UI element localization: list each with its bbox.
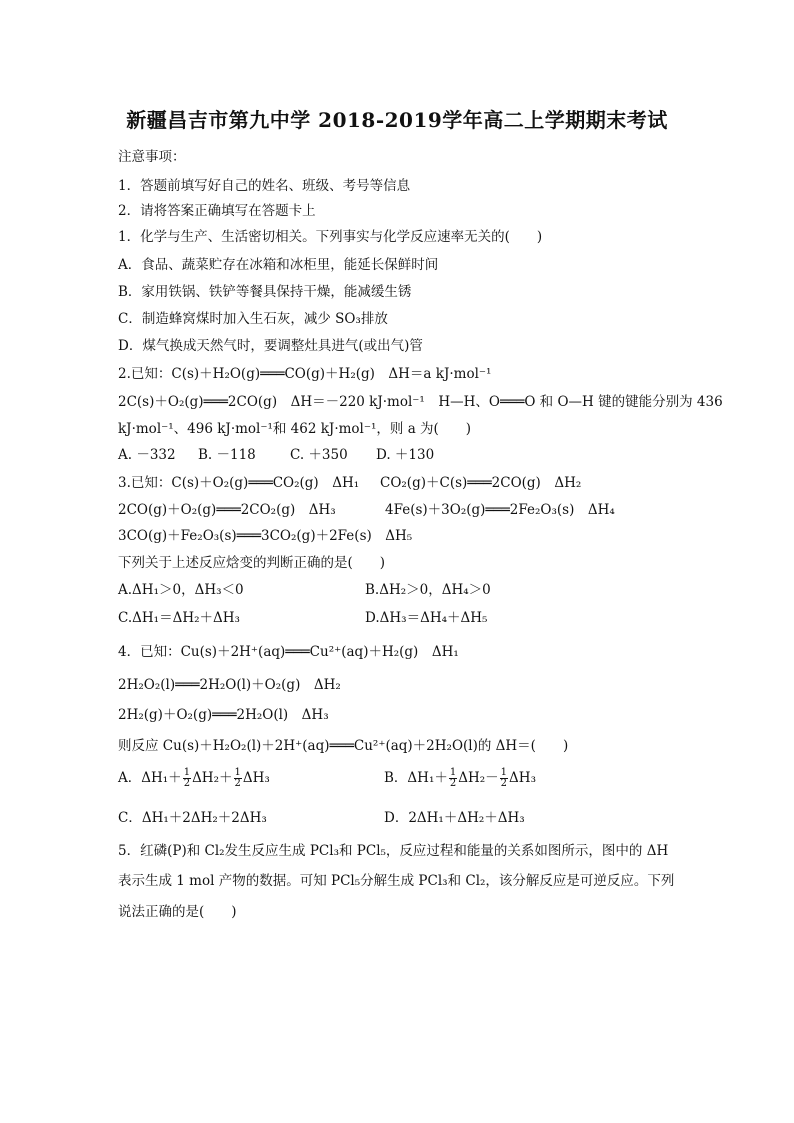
question-4-option-c: C．ΔH₁＋2ΔH₂＋2ΔH₃ [118,810,267,826]
question-3-option-b: B.ΔH₂＞0，ΔH₄＞0 [365,582,491,598]
notice-item: 1．答题前填写好自己的姓名、班级、考号等信息 [118,178,411,194]
question-3-stem: 下列关于上述反应焓变的判断正确的是( ) [118,555,386,571]
question-4-option-d: D．2ΔH₁＋ΔH₂＋ΔH₃ [384,810,525,826]
option-text: B．ΔH₁＋ [384,770,448,786]
question-3-equation: CO₂(g)＋C(s)═══2CO(g) ΔH₂ [380,475,582,491]
question-3-option-d: D.ΔH₃＝ΔH₄＋ΔH₅ [365,610,488,626]
question-2-option-b: B. －118 [198,447,256,463]
fraction-one-half: $\frac{1}{2}$ [183,767,191,789]
page-title: 新疆昌吉市第九中学 2018-2019学年高二上学期期末考试 [126,108,668,132]
option-text: ΔH₃ [242,770,270,786]
question-1-option-a: A．食品、蔬菜贮存在冰箱和冰柜里，能延长保鲜时间 [118,257,439,273]
question-5-line: 说法正确的是( ) [118,904,237,920]
question-4-equation: 2H₂(g)＋O₂(g)═══2H₂O(l) ΔH₃ [118,707,329,723]
fraction-one-half: $\frac{1}{2}$ [500,767,508,789]
question-2-line: 2C(s)＋O₂(g)═══2CO(g) ΔH＝－220 kJ·mol⁻¹ H—H、O═══O 和 O—H 键的键能分别为 436 [118,394,723,410]
question-1-stem: 1．化学与生产、生活密切相关。下列事实与化学反应速率无关的( ) [118,229,543,245]
notice-heading: 注意事项： [118,149,186,165]
question-4-option-a [118,768,270,789]
question-2-option-a: A. －332 [118,447,176,463]
question-2-line: kJ·mol⁻¹、496 kJ·mol⁻¹和 462 kJ·mol⁻¹，则 a 为( ) [118,421,472,437]
option-text: ΔH₃ [509,770,536,786]
question-4-stem: 则反应 Cu(s)＋H₂O₂(l)＋2H⁺(aq)═══Cu²⁺(aq)＋2H₂O(l)的 ΔH＝( ) [118,738,569,754]
question-3-equation: 4Fe(s)＋3O₂(g)═══2Fe₂O₃(s) ΔH₄ [385,502,615,518]
option-text: ΔH₂－ [458,770,499,786]
question-3-equation: 2CO(g)＋O₂(g)═══2CO₂(g) ΔH₃ [118,502,336,518]
question-3-option-a: A.ΔH₁＞0，ΔH₃＜0 [118,582,244,598]
question-1-option-d: D．煤气换成天然气时，要调整灶具进气(或出气)管 [118,338,423,354]
question-4-option-b [384,768,536,789]
notice-item: 2．请将答案正确填写在答题卡上 [118,203,316,219]
question-2-line: 2.已知：C(s)＋H₂O(g)═══CO(g)＋H₂(g) ΔH＝a kJ·mol⁻¹ [118,366,492,382]
option-text: ΔH₂＋ [192,770,233,786]
question-3-equation: 3CO(g)＋Fe₂O₃(s)═══3CO₂(g)＋2Fe(s) ΔH₅ [118,528,413,544]
question-5-line: 表示生成 1 mol 产物的数据。可知 PCl₅分解生成 PCl₃和 Cl₂，该分解反应是可逆反应。下列 [118,873,675,889]
option-text: A．ΔH₁＋ [118,770,182,786]
question-3-equation: 3.已知：C(s)＋O₂(g)═══CO₂(g) ΔH₁ [118,475,360,491]
question-2-option-c: C. ＋350 [290,447,348,463]
question-4-equation: 4．已知：Cu(s)＋2H⁺(aq)═══Cu²⁺(aq)＋H₂(g) ΔH₁ [118,644,459,660]
question-3-option-c: C.ΔH₁＝ΔH₂＋ΔH₃ [118,610,240,626]
question-1-option-b: B．家用铁锅、铁铲等餐具保持干燥，能减缓生锈 [118,284,412,300]
fraction-one-half: $\frac{1}{2}$ [449,767,457,789]
question-5-line: 5．红磷(P)和 Cl₂发生反应生成 PCl₃和 PCl₅，反应过程和能量的关系如图所示，图中的 ΔH [118,843,669,859]
question-4-equation: 2H₂O₂(l)═══2H₂O(l)＋O₂(g) ΔH₂ [118,677,341,693]
question-1-option-c: C．制造蜂窝煤时加入生石灰，减少 SO₃排放 [118,311,388,327]
question-2-option-d: D. ＋130 [376,447,435,463]
fraction-one-half: $\frac{1}{2}$ [234,767,241,789]
